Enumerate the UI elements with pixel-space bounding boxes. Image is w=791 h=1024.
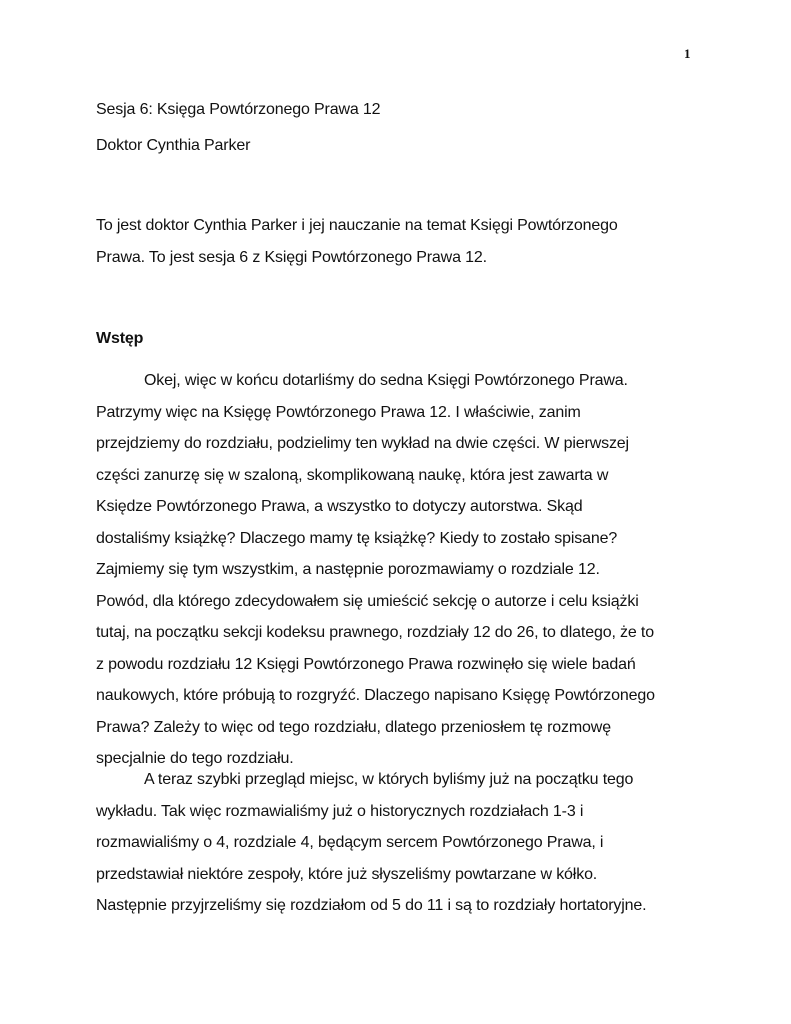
- intro-line: To jest doktor Cynthia Parker i jej nauczanie na temat Księgi Powtórzonego: [96, 217, 618, 234]
- paragraph-line: z powodu rozdziału 12 Księgi Powtórzonego Prawa rozwinęło się wiele badań: [96, 655, 636, 673]
- body-paragraph-2: [96, 764, 696, 922]
- paragraph-line: rozmawialiśmy o 4, rozdziale 4, będącym sercem Powtórzonego Prawa, i: [96, 834, 604, 851]
- paragraph-line: Następnie przyjrzeliśmy się rozdziałom od 5 do 11 i są to rozdziały hortatoryjne.: [96, 897, 647, 914]
- paragraph-line: części zanurzę się w szaloną, skomplikowaną naukę, która jest zawarta w: [96, 466, 609, 484]
- body-paragraph-1: [96, 365, 696, 775]
- paragraph-line: naukowych, które próbują to rozgryźć. Dlaczego napisano Księgę Powtórzonego: [96, 687, 655, 704]
- paragraph-line: specjalnie do tego rozdziału.: [96, 750, 294, 767]
- paragraph-line: Powód, dla którego zdecydowałem się umieścić sekcję o autorze i celu książki: [96, 592, 639, 610]
- intro-line: Prawa. To jest sesja 6 z Księgi Powtórzonego Prawa 12.: [96, 248, 487, 266]
- paragraph-line: A teraz szybki przegląd miejsc, w których byliśmy już na początku tego: [144, 771, 634, 788]
- paragraph-line: Patrzymy więc na Księgę Powtórzonego Prawa 12. I właściwie, zanim: [96, 403, 581, 421]
- paragraph-line: Okej, więc w końcu dotarliśmy do sedna Księgi Powtórzonego Prawa.: [144, 372, 628, 389]
- paragraph-line: Zajmiemy się tym wszystkim, a następnie porozmawiamy o rozdziale 12.: [96, 561, 600, 578]
- intro-paragraph: [96, 210, 696, 273]
- document-title: Sesja 6: Księga Powtórzonego Prawa 12: [96, 101, 381, 118]
- page-number: 1: [684, 46, 691, 61]
- paragraph-line: Księdze Powtórzonego Prawa, a wszystko to dotyczy autorstwa. Skąd: [96, 498, 583, 515]
- paragraph-line: wykładu. Tak więc rozmawialiśmy już o historycznych rozdziałach 1-3 i: [96, 802, 584, 820]
- paragraph-line: przedstawiał niektóre zespoły, które już słyszeliśmy powtarzane w kółko.: [96, 865, 598, 883]
- paragraph-line: dostaliśmy książkę? Dlaczego mamy tę książkę? Kiedy to zostało spisane?: [96, 529, 618, 547]
- paragraph-line: przejdziemy do rozdziału, podzielimy ten wykład na dwie części. W pierwszej: [96, 435, 629, 452]
- paragraph-line: Prawa? Zależy to więc od tego rozdziału, dlatego przeniosłem tę rozmowę: [96, 718, 611, 736]
- document-author: Doktor Cynthia Parker: [96, 137, 251, 154]
- section-heading: Wstęp: [96, 330, 144, 347]
- paragraph-line: tutaj, na początku sekcji kodeksu prawnego, rozdziały 12 do 26, to dlatego, że to: [96, 624, 654, 641]
